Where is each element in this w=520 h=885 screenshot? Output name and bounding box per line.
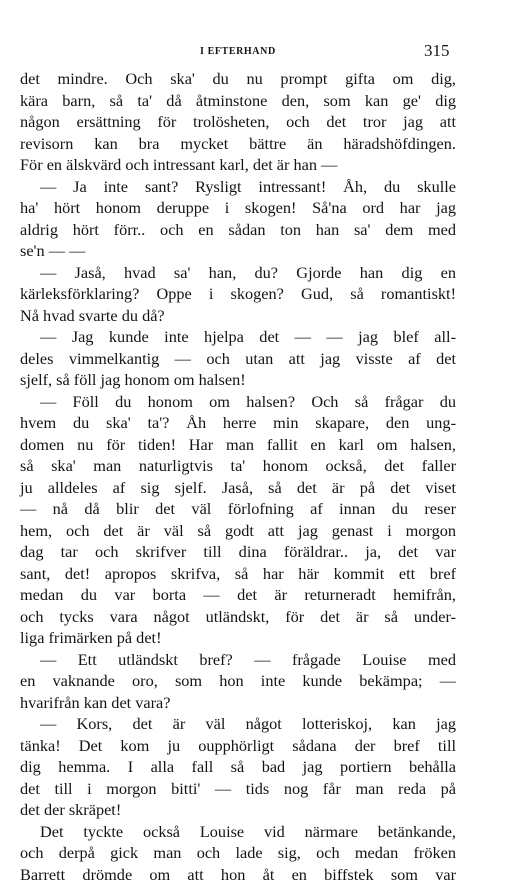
text-line: ha' hört honom deruppe i skogen! Så'na ord har jag: [20, 197, 456, 219]
text-line: revisorn kan bra mycket bättre än häradshöfdingen.: [20, 133, 456, 155]
text-line: — Ett utländskt bref? — frågade Louise med: [20, 649, 456, 671]
text-line: kärleksförklaring? Oppe i skogen? Gud, så romantiskt!: [20, 283, 456, 305]
text-line: och tycks vara något utländskt, för det är så under-: [20, 606, 456, 628]
text-line: domen nu för tiden! Har man fallit en karl om halsen,: [20, 434, 456, 456]
text-line: — Ja inte sant? Rysligt intressant! Åh, du skulle: [20, 176, 456, 198]
text-line: aldrig hört förr.. och en sådan ton han sa' dem med: [20, 219, 456, 241]
text-line: — Jag kunde inte hjelpa det — — jag blef all-: [20, 326, 456, 348]
text-line: tänka! Det kom ju oupphörligt sådana der bref till: [20, 735, 456, 757]
text-line: För en älskvärd och intressant karl, det är han —: [20, 154, 456, 176]
text-line: Barrett drömde om att hon åt en biffstek som var: [20, 864, 456, 885]
text-line: hem, och det är väl så godt att jag genast i morgon: [20, 520, 456, 542]
body-text: [20, 68, 456, 885]
text-line: dag tar och skrifver till dina föräldrar.. ja, det var: [20, 541, 456, 563]
text-line: se'n — —: [20, 240, 456, 262]
text-line: det mindre. Och ska' du nu prompt gifta om dig,: [20, 68, 456, 90]
page-number: 315: [424, 41, 450, 61]
text-line: en vaknande oro, som hon inte kunde bekämpa; —: [20, 670, 456, 692]
text-line: sant, det! apropos skrifva, så har här kommit ett bref: [20, 563, 456, 585]
text-line: ju alldeles af sig sjelf. Jaså, så det är på det viset: [20, 477, 456, 499]
text-line: — Jaså, hvad sa' han, du? Gjorde han dig en: [20, 262, 456, 284]
text-line: liga frimärken på det!: [20, 627, 456, 649]
text-line: hvarifrån kan det vara?: [20, 692, 456, 714]
text-line: Nå hvad svarte du då?: [20, 305, 456, 327]
text-line: det der skräpet!: [20, 799, 456, 821]
running-head: I EFTERHAND: [200, 46, 276, 57]
text-line: — Kors, det är väl något lotteriskoj, kan jag: [20, 713, 456, 735]
text-line: — nå då blir det väl förlofning af innan du reser: [20, 498, 456, 520]
text-line: dig hemma. I alla fall så bad jag portiern behålla: [20, 756, 456, 778]
text-line: sjelf, så föll jag honom om halsen!: [20, 369, 456, 391]
text-line: det till i morgon bitti' — tids nog får man reda på: [20, 778, 456, 800]
text-line: hvem du ska' ta'? Åh herre min skapare, den ung-: [20, 412, 456, 434]
text-line: så ska' man naturligtvis ta' honom också, det faller: [20, 455, 456, 477]
text-line: Det tyckte också Louise vid närmare betänkande,: [20, 821, 456, 843]
text-line: medan du var borta — det är returneradt hemifrån,: [20, 584, 456, 606]
text-line: kära barn, så ta' då åtminstone den, som kan ge' dig: [20, 90, 456, 112]
text-line: och derpå gick man och lade sig, och medan fröken: [20, 842, 456, 864]
text-line: deles vimmelkantig — och utan att jag visste af det: [20, 348, 456, 370]
text-line: — Föll du honom om halsen? Och så frågar du: [20, 391, 456, 413]
text-line: någon ersättning för trolösheten, och det tror jag att: [20, 111, 456, 133]
